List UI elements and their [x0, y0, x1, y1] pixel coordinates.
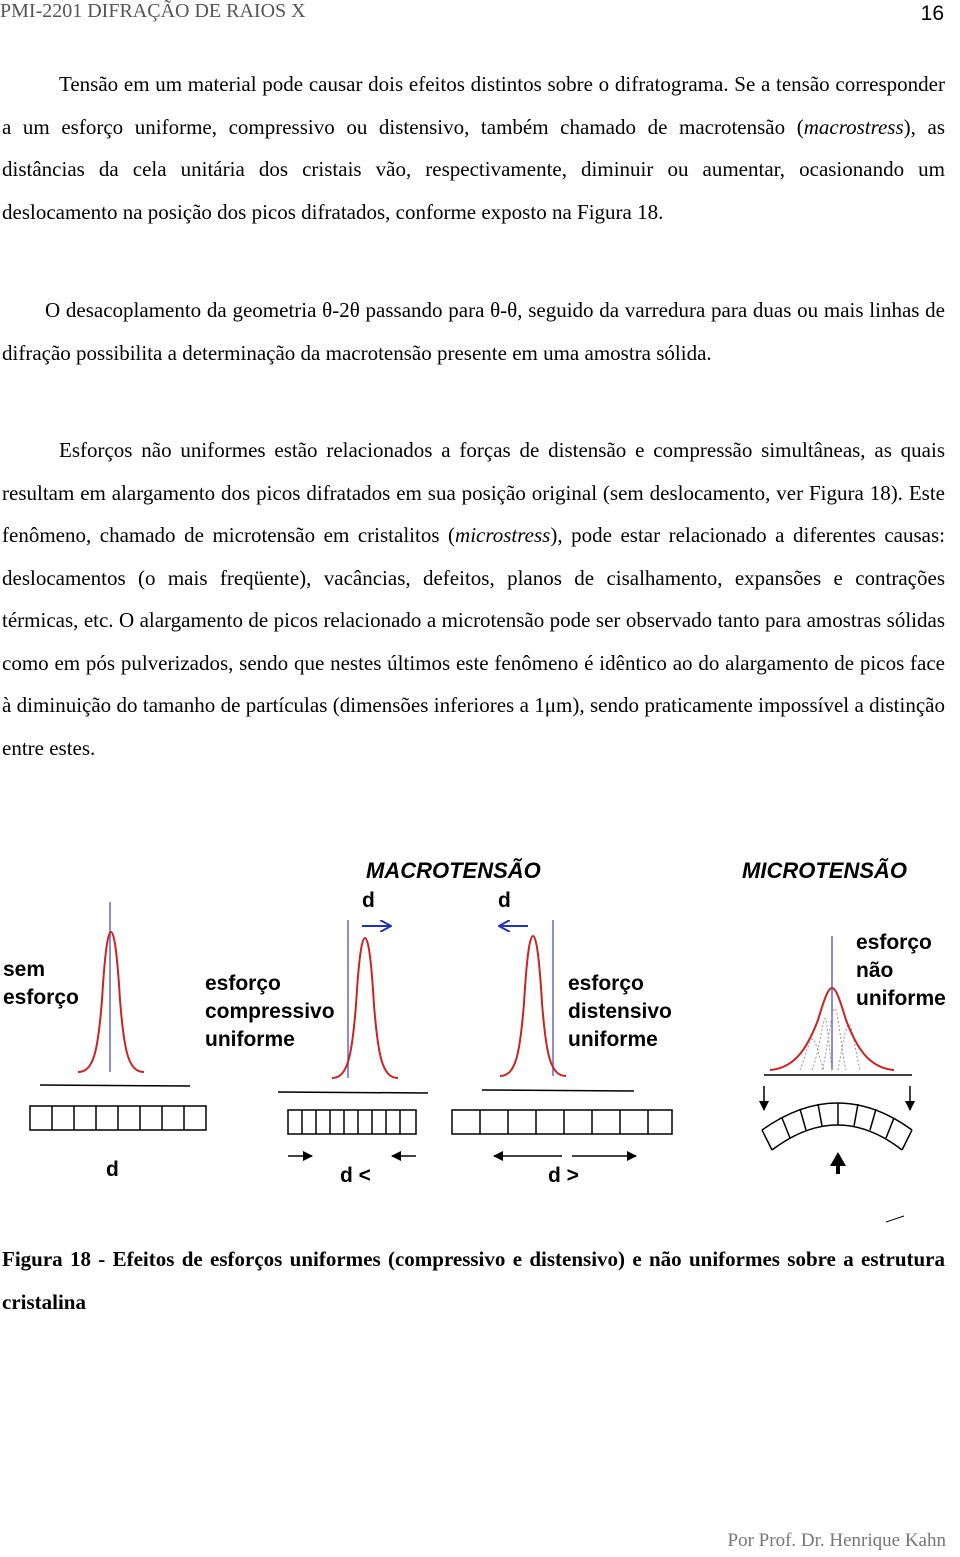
component-peak [800, 1039, 824, 1070]
lattice-expanded [452, 1110, 672, 1134]
arrow-up-icon [830, 1152, 846, 1166]
baseline [278, 1092, 428, 1093]
diffraction-peak [332, 938, 398, 1078]
running-header: PMI-2201 DIFRAÇÃO DE RAIOS X [0, 0, 306, 22]
figure-18-diagram [0, 850, 960, 1230]
baseline [40, 1085, 190, 1086]
paragraph-text: ), as distâncias da cela unitária dos cristais vão, respectivamente, diminuir ou aumentar, ocasionando um deslocamento na posição dos picos difratados, conforme exposto na Figura 18. [2, 114, 945, 224]
component-peak [822, 1009, 846, 1070]
label-d-greater: d > [548, 1164, 579, 1187]
page-footer: Por Prof. Dr. Henrique Kahn [727, 1530, 946, 1551]
figure-caption: Figura 18 - Efeitos de esforços uniformes (compressivo e distensivo) e não uniformes sobre a estrutura cristalina [2, 1247, 945, 1314]
paragraph-microtensao [2, 429, 945, 769]
italic-term: macrostress [803, 114, 904, 139]
label-distensivo: esforço distensivo uniforme [568, 972, 672, 1051]
diffraction-peak [78, 932, 144, 1072]
paragraph-text: Tensão em um material pode causar dois efeitos distintos sobre o difratograma. Se a tensão corresponder a um esforço uniforme, compressivo ou distensivo, também chamado de macrotensão ( [2, 72, 945, 139]
label-d-top-left: d [362, 889, 375, 912]
label-d-less: d < [340, 1164, 371, 1187]
label-sem-esforco: sem esforço [3, 958, 79, 1009]
lattice-compressed [288, 1110, 416, 1134]
paragraph-macrotensao [2, 63, 945, 233]
lattice-normal [30, 1106, 206, 1130]
label-compressivo: esforço compressivo uniforme [205, 972, 335, 1051]
page-number: 16 [920, 2, 944, 25]
diffraction-peak [500, 936, 566, 1076]
component-peak [838, 1024, 860, 1070]
label-d-bottom: d [106, 1158, 119, 1181]
baseline [482, 1090, 634, 1091]
paragraph-text: Esforços não uniformes estão relacionados a forças de distensão e compressão simultâneas, as quais resultam em alargamento dos picos difratados em sua posição original (sem deslocamento, ver Figura 18). Este fenômeno, chamado de microtensão em cristalitos ( [2, 438, 945, 547]
label-microtensao: MICROTENSÃO [742, 858, 907, 883]
paragraph-text: O desacoplamento da geometria θ-2θ passando para θ-θ, seguido da varredura para duas ou mais linhas de difração possibilita a determinação da macrotensão presente em uma amostra sólida. [2, 298, 945, 365]
italic-term: microstress [455, 523, 551, 547]
paragraph-desacoplamento [2, 289, 945, 374]
label-d-top-right: d [498, 889, 511, 912]
paragraph-text: ), pode estar relacionado a diferentes causas: deslocamentos (o mais freqüente), vacâncias, defeitos, planos de cisalhamento, expansões e contrações térmicas, etc. O alargamento de picos relacionado a microtensão pode ser observado tanto para amostras sólidas como em pós pulverizados, sendo que nestes últimos este fenômeno é idêntico ao do alargamento de picos face à diminuição do tamanho de partículas (dimensões inferiores a 1μm), sendo praticamente impossível a distinção entre estes. [2, 523, 945, 760]
lattice-bent [762, 1086, 912, 1222]
label-nao-uniforme: esforço não uniforme [856, 931, 946, 1010]
label-macrotensao: MACROTENSÃO [366, 858, 541, 883]
